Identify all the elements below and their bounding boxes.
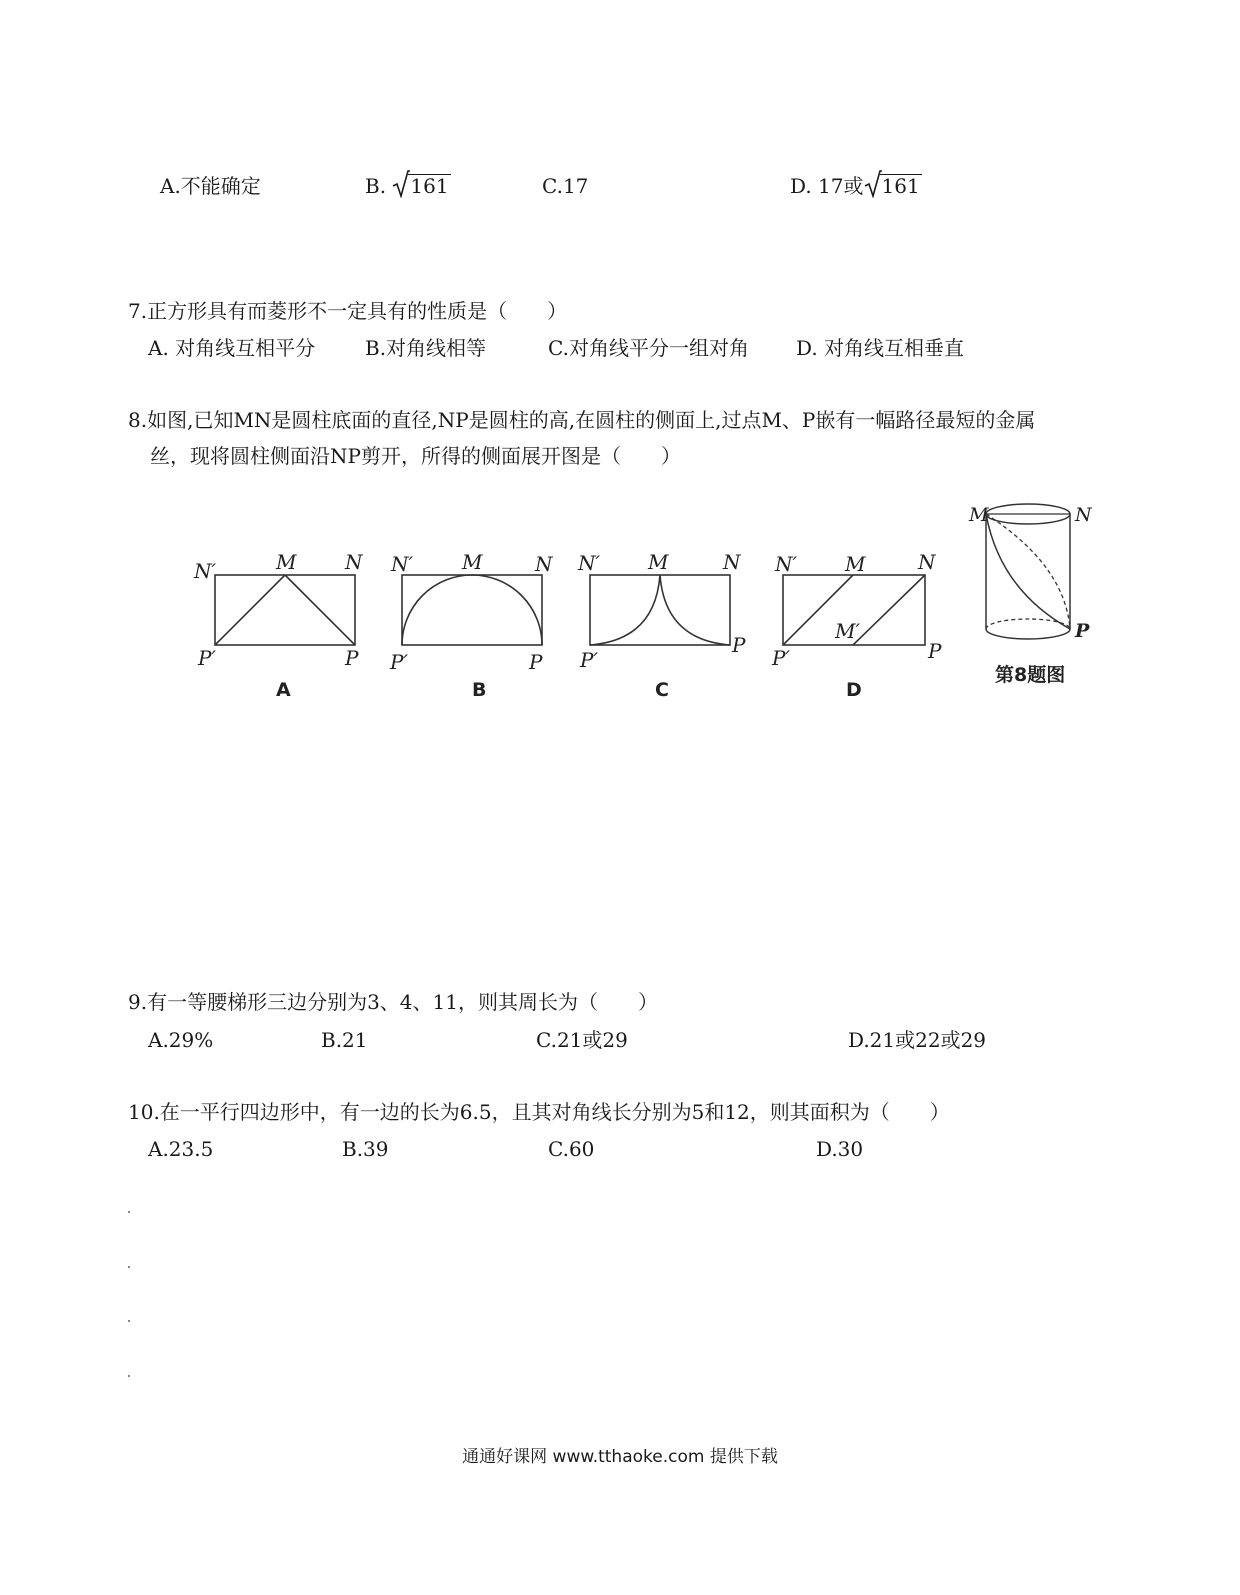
figure-option-a xyxy=(190,545,370,705)
q6-option-d-radicand: 161 xyxy=(881,174,920,198)
label-n-prime: N′ xyxy=(391,552,414,576)
sqrt-symbol xyxy=(864,172,922,200)
label-m: M xyxy=(648,550,669,574)
q10-stem: 10.在一平行四边形中，有一边的长为6.5，且其对角线长分别为5和12，则其面积为（ ） xyxy=(128,1100,950,1124)
q6-option-b xyxy=(365,172,451,200)
figure-caption: 第8题图 xyxy=(995,664,1066,686)
q9-option-b: B.21 xyxy=(321,1028,368,1052)
label-n: N xyxy=(918,550,936,574)
label-n: N xyxy=(535,552,553,576)
margin-dot xyxy=(128,1320,130,1322)
q9-option-d: D.21或22或29 xyxy=(848,1028,987,1052)
q6-option-d-label: D. 17或 xyxy=(790,174,864,198)
q7-option-a: A. 对角线互相平分 xyxy=(148,336,316,360)
label-m: M xyxy=(462,550,483,574)
label-p: P xyxy=(928,639,942,663)
label-m-prime: M′ xyxy=(835,619,861,643)
label-p: P xyxy=(732,633,746,657)
label-n: N xyxy=(1075,504,1092,526)
sqrt-symbol xyxy=(392,172,450,200)
margin-dot xyxy=(128,1211,130,1213)
label-n-prime: N′ xyxy=(194,559,217,583)
label-m: M xyxy=(276,550,297,574)
label-p: P xyxy=(345,646,359,670)
label-n: N xyxy=(345,550,363,574)
label-p-prime: P′ xyxy=(198,646,216,670)
q6-option-b-radicand: 161 xyxy=(410,174,449,198)
radical-icon xyxy=(864,170,882,198)
q10-option-d: D.30 xyxy=(816,1137,864,1161)
q9-option-a: A.29% xyxy=(148,1028,214,1052)
q9-stem: 9.有一等腰梯形三边分别为3、4、11，则其周长为（ ） xyxy=(128,990,658,1014)
q10-option-b: B.39 xyxy=(342,1137,389,1161)
caption-a: A xyxy=(276,679,291,701)
q10-option-a: A.23.5 xyxy=(148,1137,214,1161)
label-n-prime: N′ xyxy=(578,551,601,575)
q6-option-d xyxy=(790,172,922,200)
figure-option-b xyxy=(385,545,565,705)
q6-option-c: C.17 xyxy=(542,174,589,198)
q8-stem-line1: 8.如图,已知MN是圆柱底面的直径,NP是圆柱的高,在圆柱的侧面上,过点M、P嵌有一幅路径最短的金属 xyxy=(128,408,1036,432)
label-p: P xyxy=(1075,620,1090,642)
q6-option-a: A.不能确定 xyxy=(160,174,261,198)
label-p: P xyxy=(529,650,543,674)
q7-option-d: D. 对角线互相垂直 xyxy=(796,336,965,360)
figure-option-d xyxy=(770,545,955,705)
caption-b: B xyxy=(472,679,487,701)
label-m: M xyxy=(845,552,866,576)
page-footer: 通通好课网 www.tthaoke.com 提供下载 xyxy=(462,1447,778,1467)
q7-stem: 7.正方形具有而菱形不一定具有的性质是（ ） xyxy=(128,299,568,323)
margin-dot xyxy=(128,1266,130,1268)
q7-option-b: B.对角线相等 xyxy=(365,336,487,360)
label-p-prime: P′ xyxy=(390,650,408,674)
label-n-prime: N′ xyxy=(775,552,798,576)
caption-d: D xyxy=(846,679,862,701)
caption-c: C xyxy=(655,679,669,701)
q10-option-c: C.60 xyxy=(548,1137,595,1161)
figure-option-c xyxy=(575,545,760,705)
label-n: N xyxy=(723,550,741,574)
cylinder-figure xyxy=(965,495,1105,695)
q9-option-c: C.21或29 xyxy=(536,1028,628,1052)
label-p-prime: P′ xyxy=(772,646,790,670)
label-p-prime: P′ xyxy=(580,648,598,672)
q8-stem-line2: 丝，现将圆柱侧面沿NP剪开，所得的侧面展开图是（ ） xyxy=(150,444,681,468)
q7-option-c: C.对角线平分一组对角 xyxy=(548,336,749,360)
label-m: M xyxy=(969,504,989,526)
radical-icon xyxy=(392,170,410,198)
q6-option-b-label: B. xyxy=(365,174,387,198)
margin-dot xyxy=(128,1375,130,1377)
